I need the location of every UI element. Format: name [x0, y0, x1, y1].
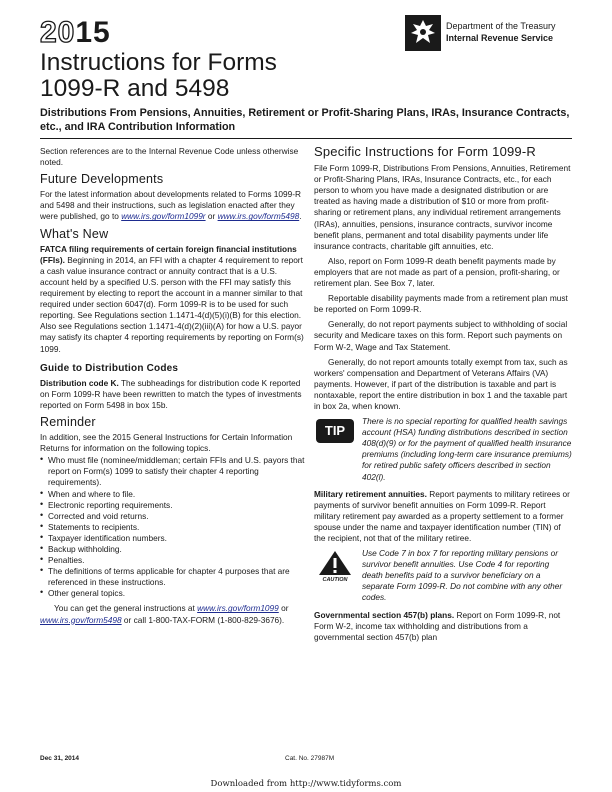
- left-column: [40, 146, 308, 630]
- page-subtitle: Distributions From Pensions, Annuities, Retirement or Profit-Sharing Plans, IRAs, Insurance Contracts, etc., and IRA Contribution Information: [40, 107, 570, 133]
- list-item: • Penalties.: [40, 555, 308, 566]
- intro-text: Section references are to the Internal Revenue Code unless otherwise noted.: [40, 146, 299, 168]
- title-line-1: Instructions for Forms: [40, 49, 277, 76]
- order-text: You can get the general instructions at: [54, 603, 195, 614]
- order-or: or: [278, 603, 289, 614]
- future-or: or: [205, 211, 218, 222]
- code-k-title: Distribution code K.: [40, 377, 119, 388]
- whats-new-heading: What's New: [40, 226, 109, 241]
- paragraph-withholding: Generally, do not report payments subject to withholding of social security and Medicare taxes on this form. Report such payments on Form W-2, Wage and Tax Statement.: [314, 319, 568, 352]
- fatca-text: Beginning in 2014, an FFI with a chapter 4 requirement to report a cash value insurance contract or annuity contract that is a U.S. account held by a specified U.S. person with the FFI may satisfy this requirement by electing to report the account in a manner similar to that required under section 6047(d). Form 1099-R is to be used for such reporting. See Regulations section 1.1471-4(d)(5)(i)(B) for this election. Also see Regulations section 1.1471-4(d)(2)(iii)(A) for how a U.S. payor may satisfy its chapter 4 reporting requirements by reporting on Form(s) 1099.: [40, 254, 304, 354]
- list-item: • Electronic reporting requirements.: [40, 500, 308, 511]
- fatca-title: FATCA filing requirements of certain foreign financial institutions (FFIs).: [40, 243, 297, 265]
- form1099r-link[interactable]: www.irs.gov/form1099r: [121, 211, 206, 222]
- caution-text: Use Code 7 in box 7 for reporting military pensions or survivor benefit annuities. Use Code 4 for reporting death benefits paid to a survivor beneficiary on a separate Form 1099-R. Do not combine with any other codes.: [362, 548, 563, 603]
- title-line-2: 1099-R and 5498: [40, 75, 230, 102]
- tip-text: There is no special reporting for qualified health savings account (HSA) funding distributions described in section 408(d)(9) or for the payment of qualified health insurance premiums (including long-term care insurance premiums) for retired public safety officers described in section 402(l).: [362, 416, 572, 482]
- military-text: Report payments to military retirees or payments of survivor benefit annuities on Form 1099-R. Report military retirement pay awarded as a property settlement to a former spouse under the name and taxpayer identification number (TIN) of the recipient, not that of the military retiree.: [314, 488, 570, 543]
- agency-block: [446, 20, 576, 44]
- future-end: .: [299, 211, 302, 222]
- caution-note: [314, 548, 572, 603]
- paragraph-file-form: File Form 1099-R, Distributions From Pensions, Annuities, Retirement or Profit-Sharing Plans, IRAs, Insurance Contracts, etc., for each person to whom you have made a designated distribution or are treated as having made a distribution of $10 or more from profit-sharing or retirement plans, any individual retirement arrangements (IRAs), annuities, pensions, insurance contracts, survivor income benefit plans, permanent and total disability payments under life insurance contracts, charitable gift annuities, etc.: [314, 163, 571, 251]
- specific-instructions-heading: Specific Instructions for Form 1099-R: [314, 144, 536, 159]
- paragraph-death-benefits: Also, report on Form 1099-R death benefit payments made by employers that are not made as part of a pension, profit-sharing, or retirement plan. See Box 7, later.: [314, 255, 560, 289]
- code-k-paragraph: [40, 378, 308, 411]
- footer-date: Dec 31, 2014: [40, 755, 80, 762]
- footer-catalog-number: Cat. No. 27987M: [285, 755, 335, 762]
- list-item: • Who must file (nominee/middleman; certain FFIs and U.S. payors that report on Form(s) 1099 to satisfy their chapter 4 reporting requirements).: [40, 455, 308, 488]
- tip-note: [314, 416, 572, 483]
- paragraph-exempt: Generally, do not report amounts totally exempt from tax, such as workers' compensation and Department of Veterans Affairs (VA) payments. However, if part of the distribution is taxable and part is nontaxable, report the entire distribution in box 1 and the taxable part in box 2a, when known.: [314, 356, 568, 411]
- irs-eagle-seal-icon: [404, 14, 442, 52]
- future-developments-heading: Future Developments: [40, 172, 164, 187]
- list-item: • Statements to recipients.: [40, 522, 308, 533]
- form5498-link[interactable]: www.irs.gov/form5498: [217, 211, 300, 222]
- agency-irs: Internal Revenue Service: [446, 33, 554, 43]
- reminder-heading: Reminder: [40, 414, 96, 429]
- agency-department: Department of the Treasury: [446, 21, 556, 31]
- governmental-text: Report on Form 1099-R, not Form W-2, income tax withholding and distributions from a governmental section 457(b) plan: [314, 609, 561, 642]
- order-end: or call 1-800-TAX-FORM (1-800-829-3676).: [121, 614, 285, 625]
- caution-label: CAUTION: [322, 577, 348, 583]
- military-paragraph: [314, 489, 572, 544]
- year-suffix: 15: [75, 16, 111, 49]
- governmental-paragraph: [314, 610, 572, 643]
- list-item: • When and where to file.: [40, 489, 308, 500]
- future-text: For the latest information about developments related to Forms 1099-R and 5498 and their instructions, such as legislation enacted after they were published, go to: [40, 189, 302, 222]
- order-paragraph: [40, 603, 308, 625]
- download-credit: Downloaded from http://www.tidyforms.com: [210, 779, 402, 789]
- form-year: [40, 18, 111, 48]
- tip-icon: TIP: [316, 419, 354, 443]
- right-column: [314, 146, 572, 647]
- fatca-paragraph: [40, 244, 308, 355]
- year-prefix: 20: [40, 16, 76, 49]
- paragraph-disability: Reportable disability payments made from a retirement plan must be reported on Form 1099-R.: [314, 293, 568, 315]
- form5498-general-link[interactable]: www.irs.gov/form5498: [40, 614, 122, 625]
- military-title: Military retirement annuities.: [314, 488, 427, 499]
- list-item: • Other general topics.: [40, 588, 308, 599]
- page-title: [40, 50, 277, 102]
- header-divider: [40, 138, 572, 139]
- form1099-link[interactable]: www.irs.gov/form1099: [197, 603, 279, 614]
- list-item: • The definitions of terms applicable for chapter 4 purposes that are referenced in these instructions.: [40, 566, 308, 588]
- list-item: • Corrected and void returns.: [40, 511, 308, 522]
- code-k-text: The subheadings for distribution code K reported on Form 1099-R have been rewritten to match the types of investments reported on Form 5498 in box 15b.: [40, 377, 302, 410]
- list-item: • Backup withholding.: [40, 544, 308, 555]
- governmental-title: Governmental section 457(b) plans.: [314, 609, 455, 620]
- list-item: • Taxpayer identification numbers.: [40, 533, 308, 544]
- guide-heading: Guide to Distribution Codes: [40, 362, 179, 374]
- reminder-text: In addition, see the 2015 General Instructions for Certain Information Returns for information on the following topics.: [40, 432, 293, 454]
- caution-icon: [318, 550, 352, 582]
- future-developments-text: [40, 189, 308, 222]
- reminder-list: [40, 455, 308, 599]
